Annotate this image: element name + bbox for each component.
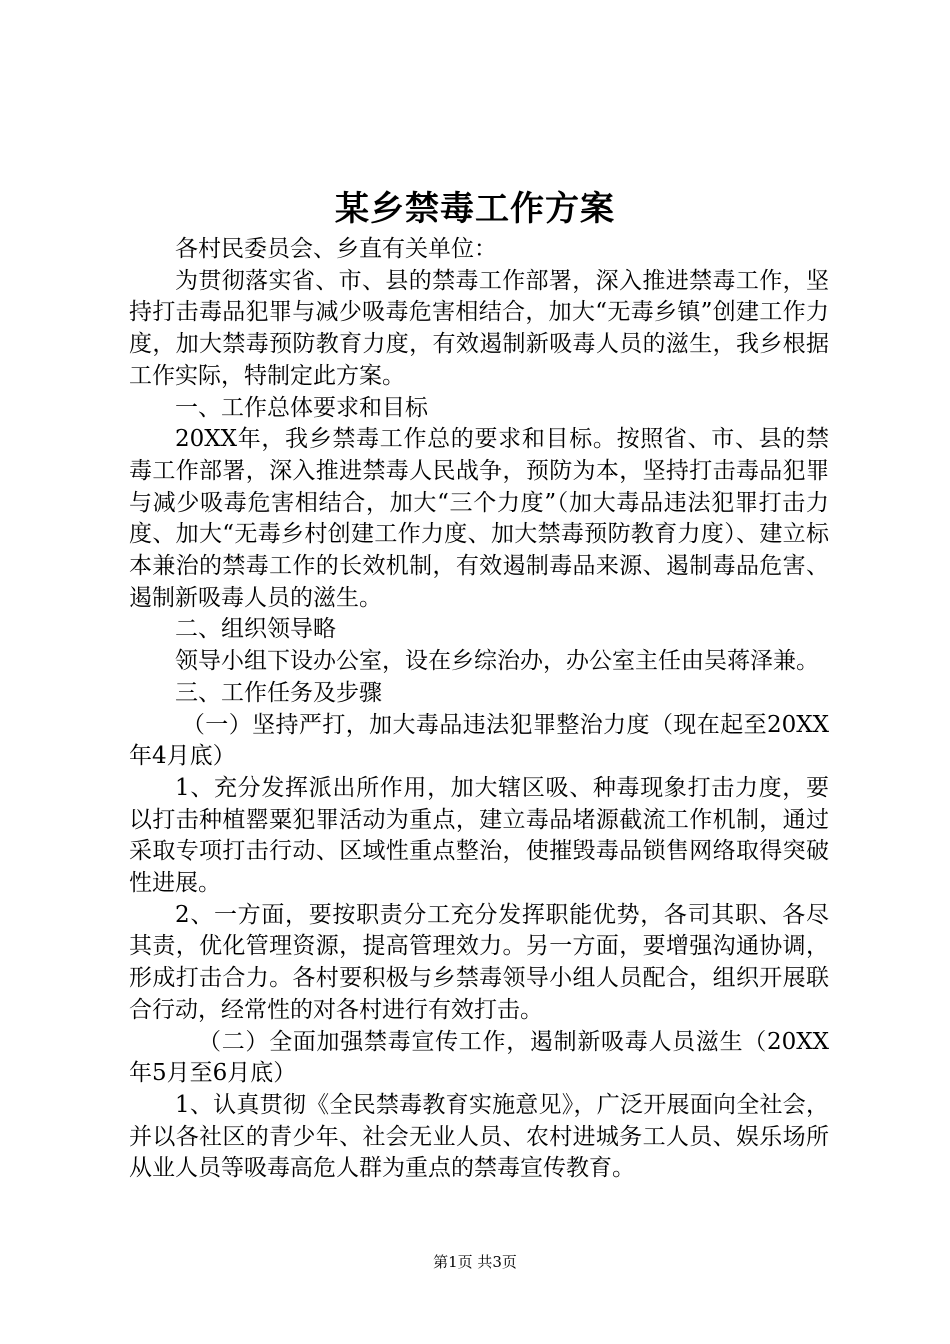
document-title: 某乡禁毒工作方案 (335, 189, 615, 229)
subsection-1-item-1: 1、充分发挥派出所作用，加大辖区吸、种毒现象打击力度，要以打击种植罂粟犯罪活动为重点，建立毒品堵源截流工作机制，通过采取专项打击行动、区域性重点整治，使摧毁毒品锁售网络取得突破性进展。 (129, 774, 829, 897)
subsection-2-item-1: 1、认真贯彻《全民禁毒教育实施意见》，广泛开展面向全社会，并以各社区的青少年、社会无业人员、农村进城务工人员、娱乐场所从业人员等吸毒高危人群为重点的禁毒宣传教育。 (129, 1091, 829, 1182)
section-heading-3: 三、工作任务及步骤 (175, 679, 382, 706)
section-heading-2: 二、组织领导略 (175, 616, 336, 643)
document-body (129, 234, 829, 1185)
intro-paragraph: 为贯彻落实省、市、县的禁毒工作部署，深入推进禁毒工作，坚持打击毒品犯罪与减少吸毒危害相结合，加大“无毒乡镇”创建工作力度，加大禁毒预防教育力度，有效遏制新吸毒人员的滋生，我乡根据工作实际，特制定此方案。 (129, 267, 829, 389)
page-footer: 第1页 共3页 (433, 1253, 517, 1271)
subsection-1-item-2: 2、一方面，要按职责分工充分发挥职能优势，各司其职、各尽其责，优化管理资源，提高管理效力。另一方面，要增强沟通协调，形成打击合力。各村要积极与乡禁毒领导小组人员配合，组织开展联合行动，经常性的对各村进行有效打击。 (129, 901, 829, 1023)
section-heading-1: 一、工作总体要求和目标 (175, 394, 428, 421)
section-1-paragraph: 20XX年，我乡禁毒工作总的要求和目标。按照省、市、县的禁毒工作部署，深入推进禁毒人民战争，预防为本，坚持打击毒品犯罪与减少吸毒危害相结合，加大“三个力度”（加大毒品违法犯罪打击力度、加大“无毒乡村创建工作力度、加大禁毒预防教育力度）、建立标本兼治的禁毒工作的长效机制，有效遏制毒品来源、遏制毒品危害、遏制新吸毒人员的滋生。 (129, 426, 829, 611)
subsection-heading-1: （一）坚持严打，加大毒品违法犯罪整治力度（现在起至20XX年4月底） (129, 711, 829, 770)
subsection-heading-2: （二）全面加强禁毒宣传工作，遏制新吸毒人员滋生（20XX年5月至6月底） (129, 1028, 829, 1087)
section-2-paragraph: 领导小组下设办公室，设在乡综治办，办公室主任由吴蒋泽兼。 (175, 648, 819, 675)
salutation: 各村民委员会、乡直有关单位： (175, 236, 497, 262)
